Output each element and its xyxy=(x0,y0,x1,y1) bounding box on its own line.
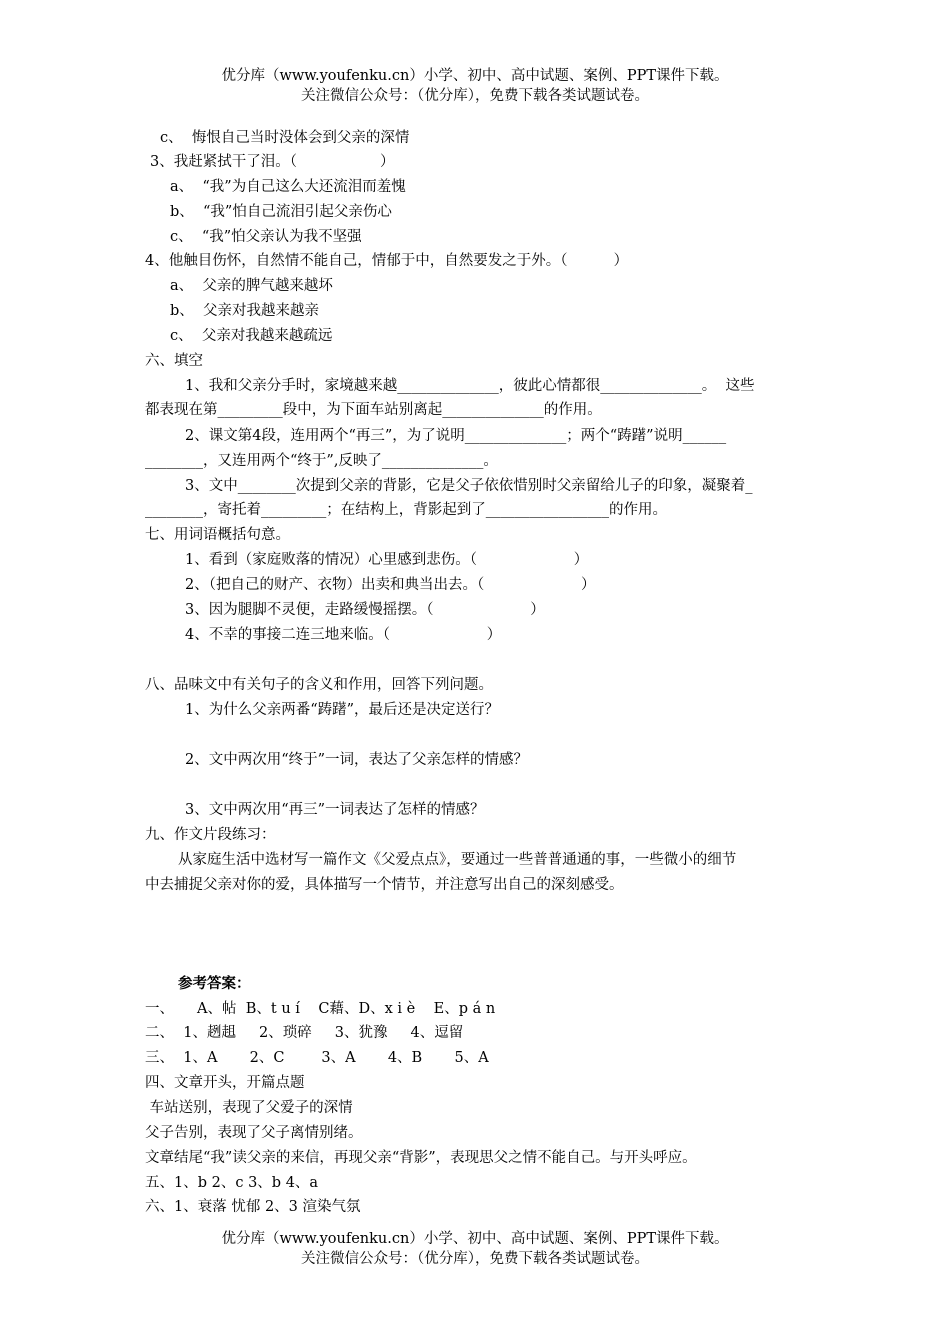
section-6-line-5: 3、文中________次提到父亲的背影，它是父子依依惜别时父亲留给儿子的印象，凝聚着_ xyxy=(185,478,753,494)
option-q3-c: c、 “我”怕父亲认为我不坚强 xyxy=(170,229,362,245)
section-9-line-2: 中去捕捉父亲对你的爱，具体描写一个情节，并注意写出自己的深刻感受。 xyxy=(145,877,624,893)
option-q4-a: a、 父亲的脾气越来越坏 xyxy=(170,278,333,294)
section-8-title: 八、品味文中有关句子的含义和作用，回答下列问题。 xyxy=(145,677,493,693)
footer-line-2: 关注微信公众号：（优分库），免费下载各类试题试卷。 xyxy=(301,1251,649,1267)
option-q2-c: c、 悔恨自己当时没体会到父亲的深情 xyxy=(160,130,410,146)
section-6-title: 六、填空 xyxy=(145,353,203,369)
option-q4-b: b、 父亲对我越来越亲 xyxy=(170,303,319,319)
header-line-1: 优分库（www.youfenku.cn）小学、初中、高中试题、案例、PPT课件下载。 xyxy=(221,68,729,84)
question-4: 4、他触目伤怀，自然情不能自己，情郁于中，自然要发之于外。（ ） xyxy=(145,253,629,269)
answer-6: 六、1、衰落 忧郁 2、3 渲染气氛 xyxy=(145,1199,361,1215)
section-7-item-1: 1、看到（家庭败落的情况）心里感到悲伤。（ ） xyxy=(185,552,589,568)
section-6-line-4: ________，又连用两个“终于”,反映了______________。 xyxy=(145,453,498,469)
section-6-line-2: 都表现在第_________段中，为下面车站别离起______________的作用。 xyxy=(145,402,602,418)
question-3: 3、我赶紧拭干了泪。（ ） xyxy=(150,154,395,170)
answer-2: 二、 1、趔趄 2、琐碎 3、犹豫 4、逗留 xyxy=(145,1025,464,1041)
answer-4: 四、文章开头，开篇点题 xyxy=(145,1075,305,1091)
footer-line-1: 优分库（www.youfenku.cn）小学、初中、高中试题、案例、PPT课件下载。 xyxy=(221,1231,729,1247)
section-8-question-2: 2、文中两次用“终于”一词，表达了父亲怎样的情感？ xyxy=(185,752,529,768)
section-7-item-2: 2、（把自己的财产、衣物）出卖和典当出去。（ ） xyxy=(185,577,596,593)
section-6-line-6: ________，寄托着_________；在结构上，背影起到了_________________的作用。 xyxy=(145,502,667,518)
section-9-title: 九、作文片段练习： xyxy=(145,827,276,843)
section-6-line-1: 1、我和父亲分手时，家境越来越______________，彼此心情都很______________。 这些 xyxy=(185,378,755,394)
header-line-2: 关注微信公众号：（优分库），免费下载各类试题试卷。 xyxy=(301,88,649,104)
option-q3-b: b、 “我”怕自己流泪引起父亲伤心 xyxy=(170,204,392,220)
option-q4-c: c、 父亲对我越来越疏远 xyxy=(170,328,333,344)
answer-4-c: 父子告别，表现了父子离情别绪。 xyxy=(145,1125,363,1141)
section-9-line-1: 从家庭生活中选材写一篇作文《父爱点点》，要通过一些普普通通的事，一些微小的细节 xyxy=(178,852,737,868)
answer-5: 五、1、b 2、c 3、b 4、a xyxy=(145,1175,319,1191)
section-8-question-3: 3、文中两次用“再三”一词表达了怎样的情感？ xyxy=(185,802,485,818)
section-8-question-1: 1、为什么父亲两番“踌躇”，最后还是决定送行？ xyxy=(185,702,500,718)
option-q3-a: a、 “我”为自己这么大还流泪而羞愧 xyxy=(170,179,406,195)
section-7-item-4: 4、不幸的事接二连三地来临。（ ） xyxy=(185,627,502,643)
answer-4-b: 车站送别，表现了父爱子的深情 xyxy=(145,1100,353,1116)
answer-3: 三、 1、A 2、C 3、A 4、B 5、A xyxy=(145,1050,489,1066)
answer-1: 一、 A、帖 B、t u í C藉、D、x i è E、p á n xyxy=(145,1001,496,1017)
answers-title: 参考答案： xyxy=(178,975,251,992)
answer-4-d: 文章结尾“我”读父亲的来信，再现父亲“背影”，表现思父之情不能自己。与开头呼应。 xyxy=(145,1150,697,1166)
section-7-item-3: 3、因为腿脚不灵便，走路缓慢摇摆。（ ） xyxy=(185,602,545,618)
section-7-title: 七、用词语概括句意。 xyxy=(145,527,290,543)
section-6-line-3: 2、课文第4段，连用两个“再三”，为了说明______________；两个“踌躇”说明______ xyxy=(185,428,727,444)
